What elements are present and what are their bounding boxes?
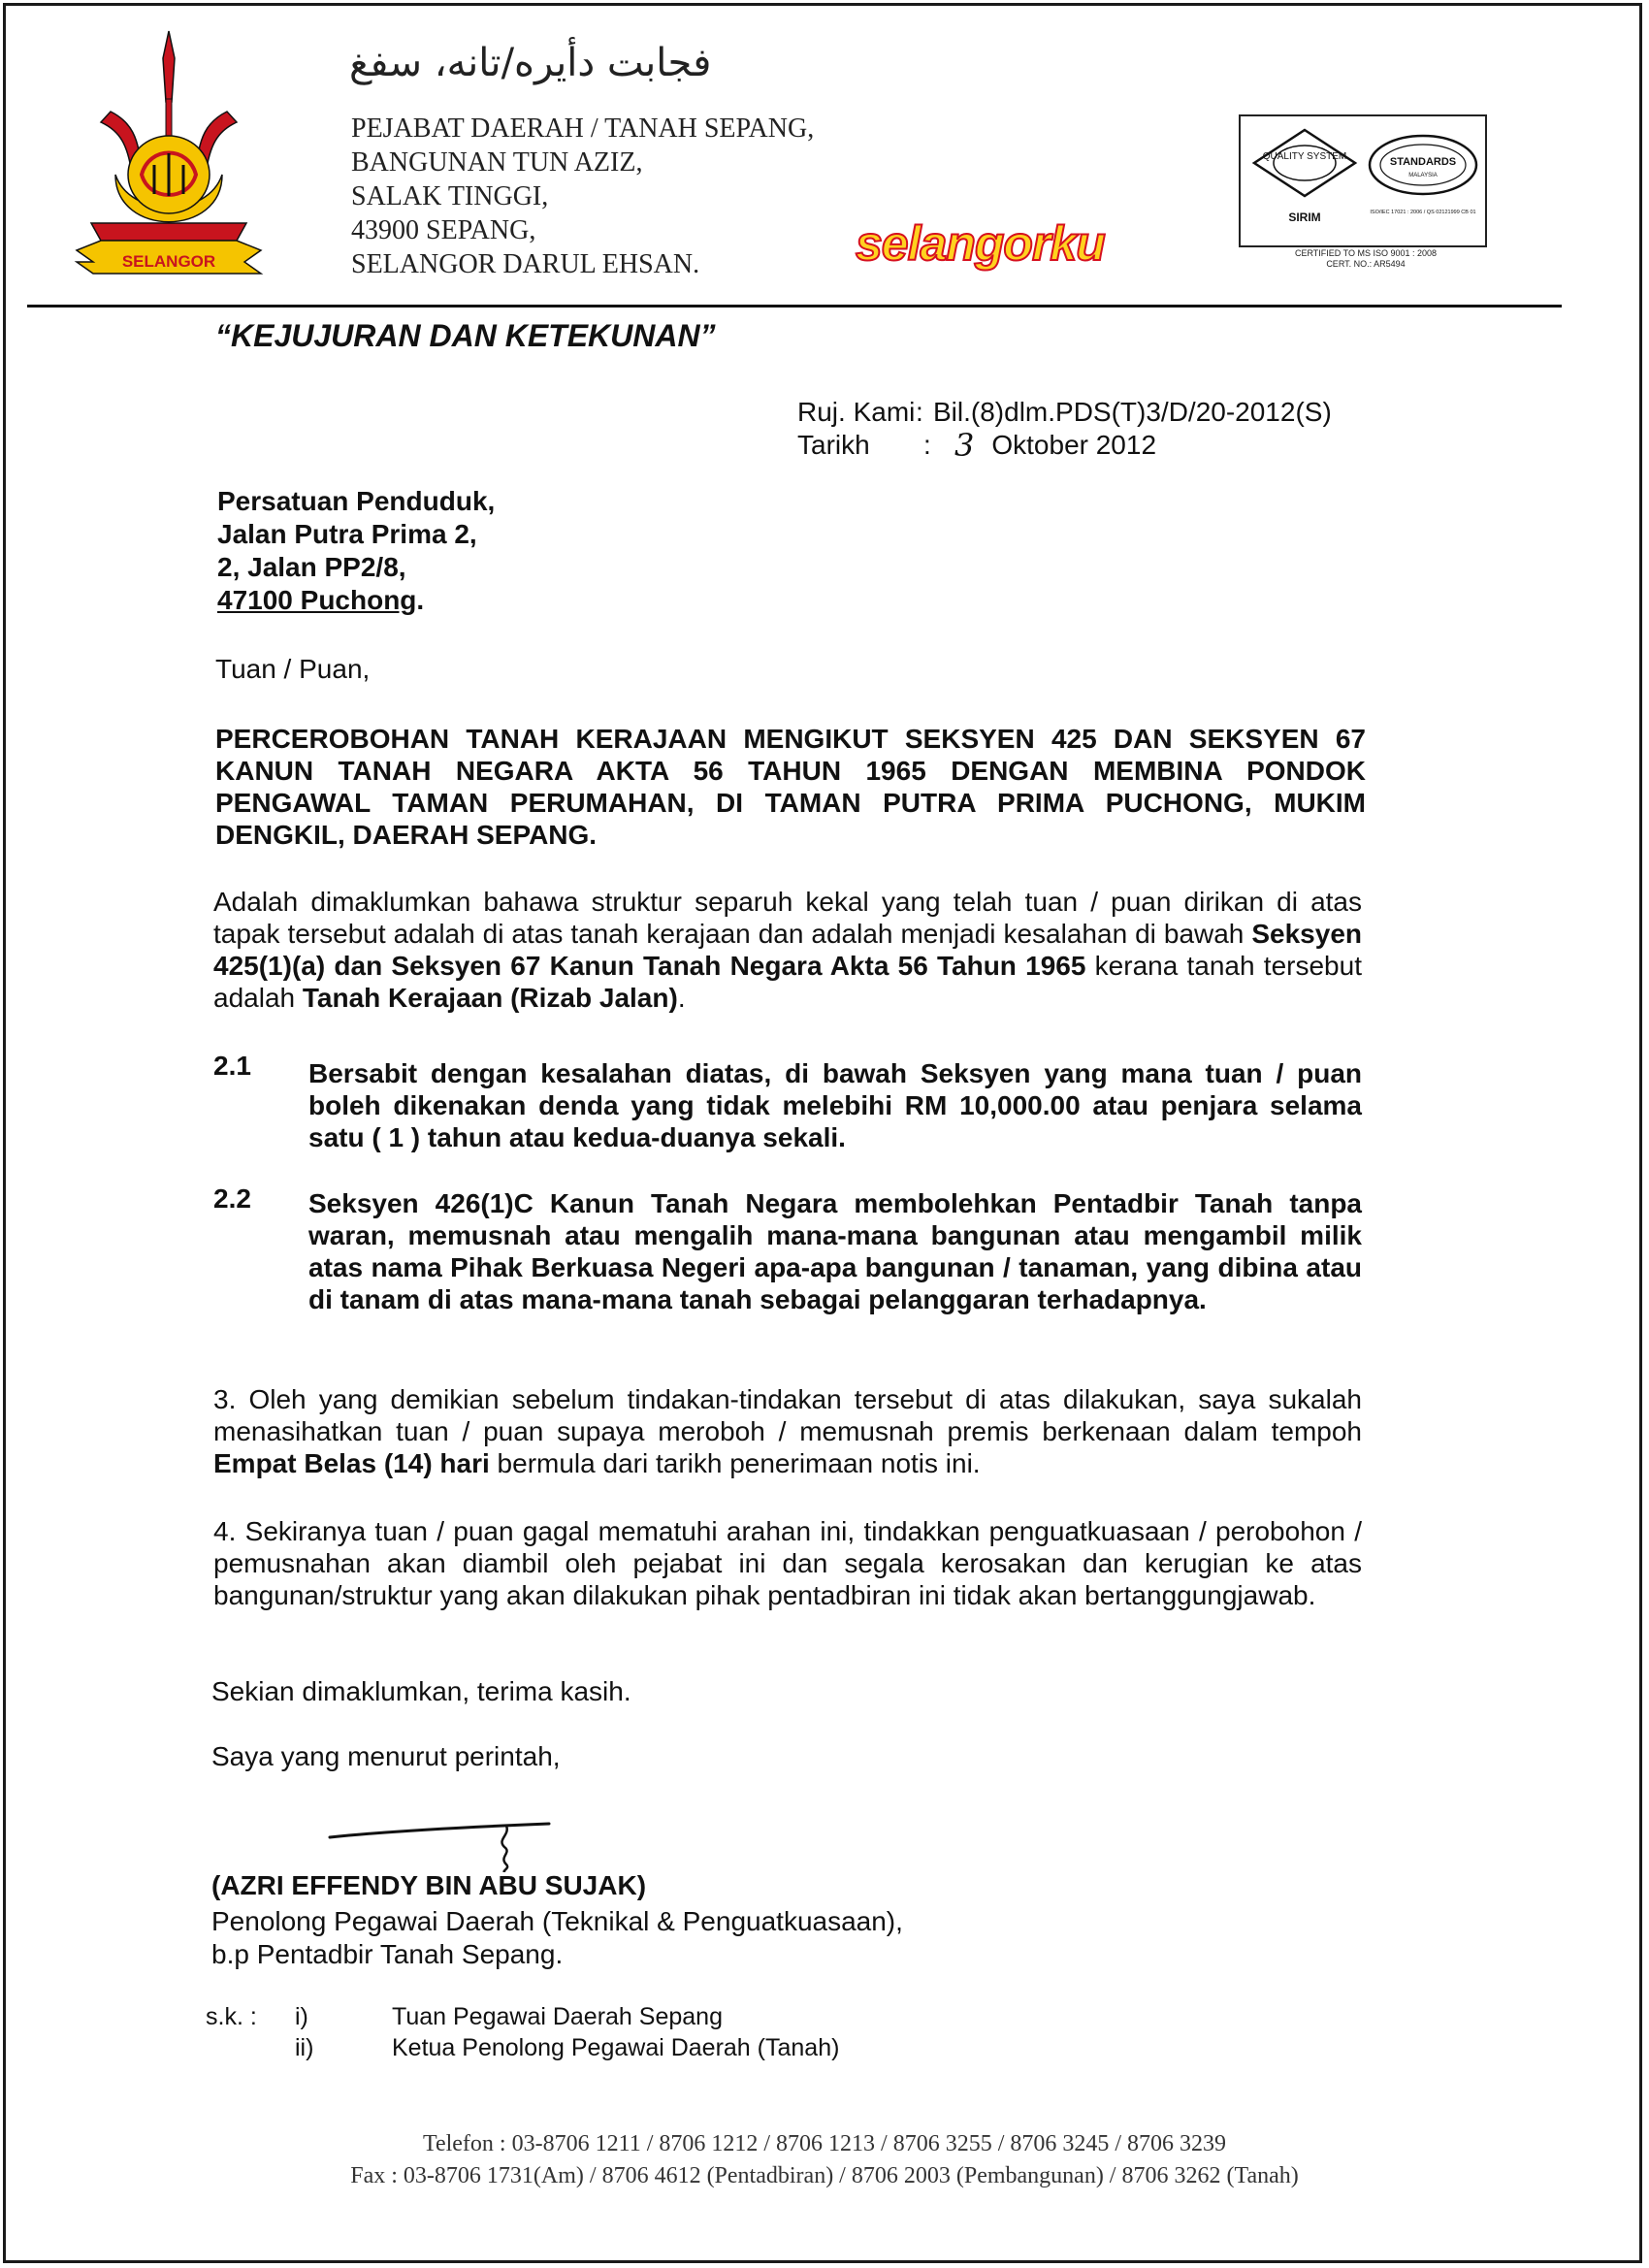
address-line: SELANGOR DARUL EHSAN.	[351, 249, 700, 279]
tarikh-label: Tarikh	[797, 430, 870, 460]
standards-codes-text: ISO/IEC 17021 : 2006 / QS 02121999 CB 01	[1370, 210, 1476, 215]
address-line: SALAK TINGGI,	[351, 181, 549, 211]
office-address	[351, 112, 814, 281]
subject-heading: PERCEROBOHAN TANAH KERAJAAN MENGIKUT SEKSYEN 425 DAN SEKSYEN 67 KANUN TANAH NEGARA AKTA 56 TAHUN 1965 DENGAN MEMBINA PONDOK PENGAWAL TAMAN PERUMAHAN, DI TAMAN PUTRA PRIMA PUCHONG, MUKIM DENGKIL, DAERAH SEPANG.	[215, 724, 1366, 850]
recipient-line: Persatuan Penduduk,	[217, 486, 496, 516]
ruj-row	[797, 396, 1332, 429]
cc-item-text: Tuan Pegawai Daerah Sepang	[392, 2003, 723, 2030]
sirim-text: SIRIM	[1288, 211, 1321, 224]
ruj-colon: :	[916, 397, 923, 427]
cert-caption-line: CERTIFIED TO MS ISO 9001 : 2008	[1294, 248, 1438, 258]
p21-text: Bersabit dengan kesalahan diatas, di bawah Seksyen yang mana tuan / puan boleh dikenakan denda yang tidak melebihi RM 10,000.00 atau penjara selama satu ( 1 ) tahun atau kedua-duanya sekali.	[308, 1058, 1362, 1152]
p21-number: 2.1	[213, 1051, 251, 1081]
certification-caption	[1271, 248, 1461, 270]
footer-fax: Fax : 03-8706 1731(Am) / 8706 4612 (Pentadbiran) / 8706 2003 (Pembangunan) / 8706 3262 (Tanah)	[350, 2163, 1299, 2188]
recipient-line: Jalan Putra Prima 2,	[217, 519, 477, 549]
certification-badges	[1241, 116, 1485, 245]
recipient-line	[217, 584, 495, 617]
p1-text: .	[677, 983, 686, 1013]
signatory-title	[211, 1905, 903, 1971]
tarikh-colon: :	[923, 430, 931, 460]
cc-row	[206, 2001, 839, 2032]
p1-bold-law: Seksyen 425(1)(a) dan Seksyen 67 Kanun Tanah Negara Akta 56 Tahun 1965	[213, 919, 1362, 981]
jawi-office-title: فجابت دأيره/تانه، سفغ	[349, 41, 712, 85]
paragraph-1	[213, 886, 1362, 1014]
motto: “KEJUJURAN DAN KETEKUNAN”	[215, 318, 716, 353]
p22-text: Seksyen 426(1)C Kanun Tanah Negara membolehkan Pentadbir Tanah tanpa waran, memusnah atau mengalih mana-mana bangunan atau mengambil milik atas nama Pihak Berkuasa Negeri apa-apa bangunan / tanaman, yang dibina atau di tanam di atas mana-mana tanah sebagai pelanggaran terhadapnya.	[308, 1188, 1362, 1314]
recipient-address	[217, 485, 495, 617]
cc-row	[206, 2032, 839, 2063]
closing-order: Saya yang menurut perintah,	[211, 1741, 561, 1771]
standards-sub-text: MALAYSIA	[1408, 173, 1438, 178]
signatory-title-line: Penolong Pegawai Daerah (Teknikal & Penguatkuasaan),	[211, 1906, 903, 1936]
p3-text: 3. Oleh yang demikian sebelum tindakan-tindakan tersebut di atas dilakukan, saya sukalah menasihatkan tuan / puan supaya meroboh / memusnah premis berkenaan dalam tempoh	[213, 1384, 1362, 1446]
ruj-value: Bil.(8)dlm.PDS(T)3/D/20-2012(S)	[933, 397, 1332, 427]
p1-text: Adalah dimaklumkan bahawa struktur separuh kekal yang telah tuan / puan dirikan di atas tapak tersebut adalah di atas tanah kerajaan dan adalah menjadi kesalahan di bawah	[213, 887, 1362, 949]
handwritten-signature	[326, 1808, 559, 1872]
certification-box	[1239, 114, 1487, 247]
address-line: PEJABAT DAERAH / TANAH SEPANG,	[351, 113, 815, 144]
cc-list	[206, 2001, 839, 2063]
selangorku-logo: selangorku	[856, 216, 1105, 271]
p22-number: 2.2	[213, 1183, 251, 1214]
recipient-period: .	[416, 585, 425, 615]
standards-badge-text: STANDARDS	[1389, 156, 1457, 168]
reference-block	[797, 396, 1332, 462]
tarikh-month-year: Oktober 2012	[991, 430, 1157, 460]
paragraph-4: 4. Sekiranya tuan / puan gagal mematuhi arahan ini, tindakkan penguatkuasaan / perobohon / pemusnahan akan diambil oleh pejabat ini dan segala kerosakan dan kerugian ke atas bangunan/struktur yang akan dilakukan pihak pentadbiran ini tidak akan bertanggungjawab.	[213, 1516, 1362, 1610]
p1-bold-land: Tanah Kerajaan (Rizab Jalan)	[302, 983, 678, 1013]
address-line: BANGUNAN TUN AZIZ,	[351, 147, 643, 178]
salutation: Tuan / Puan,	[215, 654, 371, 684]
recipient-line: 2, Jalan PP2/8,	[217, 552, 406, 582]
cc-label: s.k. :	[206, 2003, 257, 2030]
recipient-postcode: 47100 Puchong	[217, 585, 417, 615]
tarikh-day-handwritten: 3	[954, 427, 975, 464]
cc-item-text: Ketua Penolong Pegawai Daerah (Tanah)	[392, 2034, 840, 2061]
p3-bold-period: Empat Belas (14) hari	[213, 1448, 490, 1478]
crest-banner-text: SELANGOR	[121, 252, 216, 271]
cc-item-number: i)	[295, 2003, 308, 2030]
ruj-label: Ruj. Kami	[797, 397, 916, 427]
p1-text: kerana tanah tersebut adalah	[213, 951, 1362, 1013]
cc-item-number: ii)	[295, 2034, 314, 2061]
signatory-name: (AZRI EFFENDY BIN ABU SUJAK)	[211, 1870, 647, 1900]
footer-telefon: Telefon : 03-8706 1211 / 8706 1212 / 8706 1213 / 8706 3255 / 8706 3245 / 8706 3239	[422, 2131, 1227, 2156]
paragraph-3	[213, 1383, 1362, 1479]
cert-caption-line: CERT. NO.: AR5494	[1326, 259, 1406, 269]
quality-badge-text: QUALITY SYSTEM	[1262, 151, 1347, 162]
letterhead-divider	[27, 305, 1562, 308]
address-line: 43900 SEPANG,	[351, 215, 536, 245]
closing-thanks: Sekian dimaklumkan, terima kasih.	[211, 1676, 631, 1706]
signatory-title-line: b.p Pentadbir Tanah Sepang.	[211, 1939, 564, 1969]
p3-text: bermula dari tarikh penerimaan notis ini.	[489, 1448, 981, 1478]
tarikh-row	[797, 429, 1332, 462]
